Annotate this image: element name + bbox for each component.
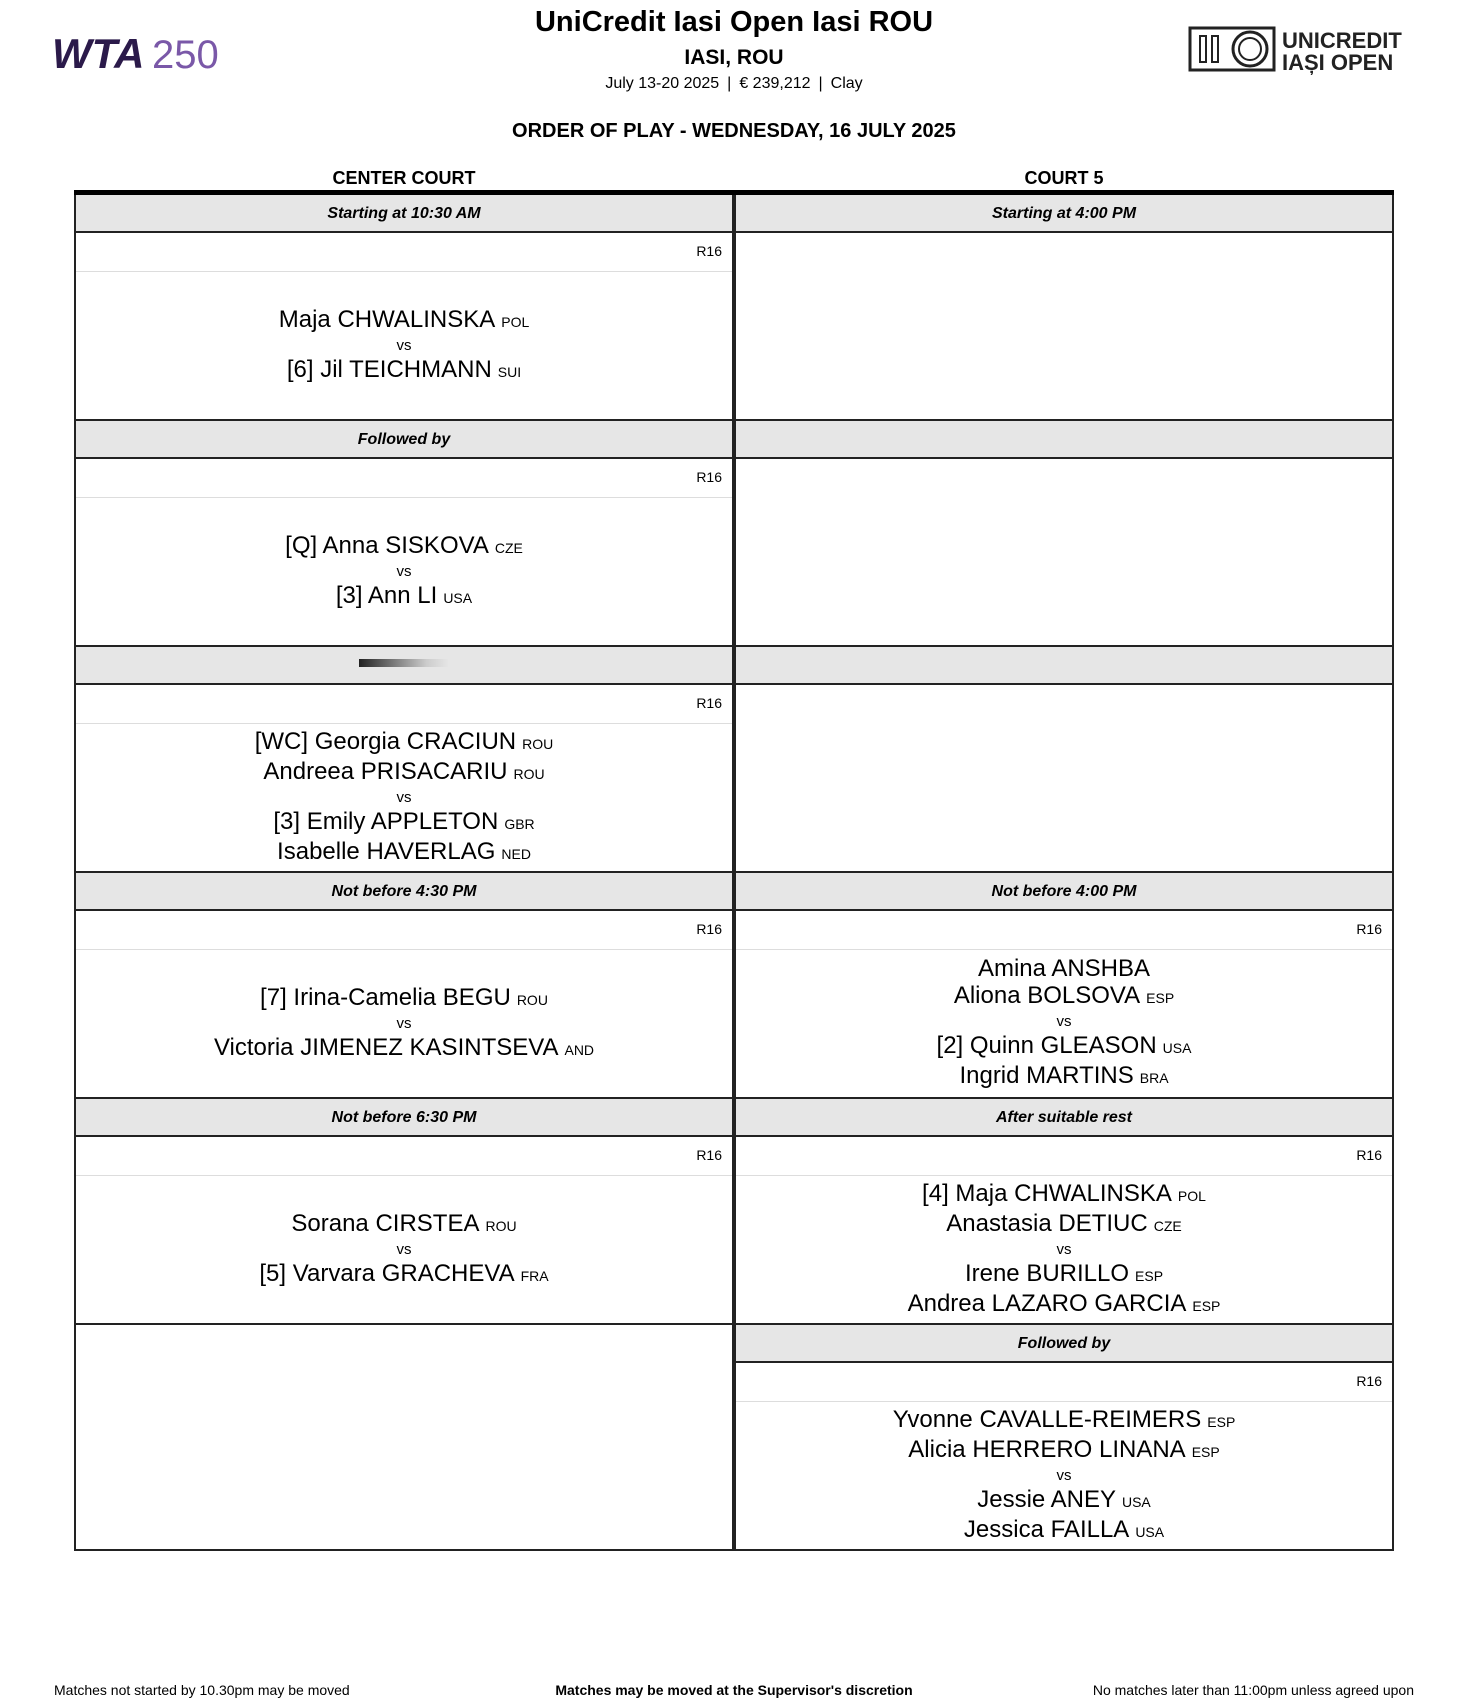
round-row: [736, 909, 1392, 950]
match-players: [76, 724, 732, 871]
order-of-play-heading: ORDER OF PLAY - WEDNESDAY, 16 JULY 2025: [512, 120, 956, 142]
match-slot: [734, 1325, 1394, 1551]
round-row: [76, 1135, 732, 1176]
player-last-name: GRACHEVA: [381, 1259, 515, 1287]
blurred-label-icon: [359, 647, 449, 685]
player-nationality: ESP: [1191, 1443, 1220, 1460]
player-last-name: CIRSTEA: [375, 1209, 480, 1237]
separator: |: [818, 75, 823, 92]
player-first-name: Ann: [367, 581, 411, 609]
player-first-name: Jil: [320, 355, 343, 383]
player-first-name: Amina: [977, 955, 1046, 982]
match-slot: [734, 1099, 1394, 1325]
slot-time-band: [76, 647, 732, 685]
player-last-name: MARTINS: [1026, 1062, 1134, 1089]
player-last-name: APPLETON: [370, 807, 499, 835]
player-name: [273, 808, 534, 838]
match-slot: [734, 873, 1394, 1099]
footer-note-left: Matches not started by 10.30pm may be moved: [54, 1682, 350, 1698]
player-name: [277, 838, 531, 868]
player-seed: [7]: [260, 983, 287, 1011]
player-name: [255, 728, 554, 758]
svg-text:250: 250: [152, 33, 219, 77]
player-first-name: Anastasia: [946, 1209, 1052, 1237]
player-first-name: Maja: [278, 305, 331, 333]
match-players: [76, 1176, 732, 1323]
player-name: [922, 1180, 1206, 1210]
player-last-name: JIMENEZ KASINTSEVA: [300, 1033, 559, 1061]
player-nationality: FRA: [520, 1267, 549, 1284]
player-name: [279, 306, 530, 336]
player-first-name: Victoria: [213, 1033, 294, 1061]
player-nationality: NED: [501, 845, 531, 862]
center-court-column: [74, 195, 734, 1673]
match-slot: [734, 195, 1394, 421]
player-nationality: USA: [1135, 1523, 1165, 1540]
match-slot: [74, 421, 734, 647]
player-seed: [2]: [936, 1032, 964, 1059]
player-last-name: ANSHBA: [1051, 955, 1151, 982]
player-last-name: BURILLO: [1026, 1259, 1130, 1287]
player-first-name: Aliona: [953, 982, 1021, 1009]
player-nationality: BRA: [1139, 1070, 1169, 1086]
vs-label: vs: [396, 788, 412, 806]
match-slot: [734, 647, 1394, 873]
player-first-name: Isabelle: [277, 837, 360, 865]
player-first-name: Jessica: [963, 1515, 1044, 1543]
match-slot: [74, 1099, 734, 1325]
player-nationality: SUI: [497, 363, 522, 380]
match-players: [736, 950, 1392, 1097]
unicredit-iasi-open-logo: [1188, 22, 1408, 78]
player-first-name: Yvonne: [892, 1405, 973, 1433]
vs-label: vs: [396, 336, 412, 354]
svg-text:IAȘI OPEN: IAȘI OPEN: [1282, 50, 1394, 75]
slot-time-band: Followed by: [736, 1325, 1392, 1363]
separator: |: [727, 75, 732, 92]
round-row: [736, 1361, 1392, 1402]
round-row: [76, 231, 732, 272]
match-players: [736, 1176, 1392, 1323]
slot-time-band: [736, 647, 1392, 685]
player-last-name: CAVALLE-REIMERS: [979, 1405, 1202, 1433]
match-slot: [734, 421, 1394, 647]
court-heading-center-court: CENTER COURT: [332, 168, 476, 188]
player-nationality: CZE: [494, 539, 523, 556]
player-name: [893, 1406, 1236, 1436]
round-label: R16: [1356, 1373, 1382, 1389]
player-name: [259, 1260, 548, 1290]
player-nationality: POL: [501, 313, 530, 330]
player-last-name: CHWALINSKA: [337, 305, 496, 333]
player-last-name: BEGU: [442, 983, 511, 1011]
court-5-column: [734, 195, 1394, 1673]
footer-note-right: No matches later than 11:00pm unless agreed upon: [1092, 1682, 1414, 1698]
player-first-name: Andreea: [263, 757, 355, 785]
player-first-name: Irina-Camelia: [293, 983, 437, 1011]
player-last-name: HAVERLAG: [366, 837, 496, 865]
round-label: R16: [1356, 1147, 1382, 1163]
player-last-name: PRISACARIU: [360, 757, 508, 785]
round-label: R16: [1356, 921, 1382, 937]
round-row: [76, 457, 732, 498]
empty-slot: [74, 1325, 734, 1551]
match-slot: [74, 195, 734, 421]
player-nationality: ROU: [513, 765, 545, 782]
player-first-name: Jessie: [977, 1485, 1046, 1513]
player-name: [908, 1290, 1221, 1320]
player-last-name: ANEY: [1050, 1485, 1116, 1513]
player-first-name: Andrea: [907, 1289, 985, 1317]
player-name: [260, 984, 548, 1014]
player-name: [263, 758, 544, 788]
player-last-name: CHWALINSKA: [1014, 1179, 1172, 1207]
player-last-name: LI: [417, 581, 438, 609]
player-last-name: FAILLA: [1050, 1515, 1130, 1543]
player-name: [965, 1260, 1163, 1290]
vs-label: vs: [1056, 1013, 1072, 1030]
player-seed: [4]: [922, 1179, 949, 1207]
svg-text:UNICREDIT: UNICREDIT: [1282, 28, 1402, 53]
player-name: [964, 1516, 1164, 1546]
player-nationality: GBR: [504, 815, 535, 832]
match-slot: [74, 647, 734, 873]
slot-time-band: [736, 421, 1392, 459]
player-seed: [3]: [335, 581, 363, 609]
slot-time-band: Followed by: [76, 421, 732, 459]
player-name: [937, 1032, 1192, 1062]
tournament-prize: € 239,212: [739, 75, 811, 92]
player-name: [908, 1436, 1219, 1466]
player-first-name: Varvara: [292, 1259, 376, 1287]
slot-time-band: Not before 4:30 PM: [76, 873, 732, 911]
player-name: [977, 1486, 1151, 1516]
player-last-name: CRACIUN: [406, 727, 517, 755]
player-last-name: TEICHMANN: [349, 355, 492, 383]
player-seed: [6]: [286, 355, 314, 383]
player-first-name: Alicia: [908, 1435, 966, 1463]
player-name: [285, 532, 523, 562]
player-first-name: Sorana: [291, 1209, 369, 1237]
footer-note-center: Matches may be moved at the Supervisor's discretion: [555, 1682, 913, 1698]
player-seed: [Q]: [285, 531, 318, 559]
player-last-name: DETIUC: [1058, 1209, 1148, 1237]
player-first-name: Anna: [322, 531, 379, 559]
player-nationality: ROU: [522, 735, 554, 752]
player-nationality: ESP: [1192, 1297, 1221, 1314]
round-row: [76, 909, 732, 950]
slot-time-band: After suitable rest: [736, 1099, 1392, 1137]
player-name: [291, 1210, 516, 1240]
player-last-name: BOLSOVA: [1027, 982, 1141, 1009]
round-row: [76, 683, 732, 724]
vs-label: vs: [396, 1240, 412, 1258]
player-seed: [WC]: [254, 727, 309, 755]
player-last-name: HERRERO LINANA: [972, 1435, 1186, 1463]
player-name: [946, 1210, 1181, 1240]
player-seed: [5]: [259, 1259, 287, 1287]
player-last-name: GLEASON: [1040, 1032, 1157, 1059]
tournament-dates: July 13-20 2025: [605, 75, 720, 92]
player-nationality: USA: [443, 589, 473, 606]
vs-label: vs: [1056, 1466, 1072, 1484]
round-label: R16: [696, 1147, 722, 1163]
player-name: [214, 1034, 594, 1064]
player-name: [287, 356, 521, 386]
slot-time-band: Not before 4:00 PM: [736, 873, 1392, 911]
player-nationality: ROU: [485, 1217, 517, 1234]
vs-label: vs: [396, 562, 412, 580]
player-nationality: CZE: [1153, 1217, 1182, 1234]
match-players: [736, 1402, 1392, 1549]
player-first-name: Irene: [964, 1259, 1020, 1287]
player-last-name: SISKOVA: [385, 531, 489, 559]
round-row: [736, 1135, 1392, 1176]
player-nationality: ROU: [516, 991, 548, 1008]
player-first-name: Maja: [955, 1179, 1008, 1207]
vs-label: vs: [396, 1014, 412, 1032]
player-first-name: Emily: [306, 807, 366, 835]
round-label: R16: [696, 921, 722, 937]
player-nationality: ESP: [1135, 1267, 1164, 1284]
player-last-name: LAZARO GARCIA: [991, 1289, 1187, 1317]
court-heading-court-5: COURT 5: [1024, 168, 1104, 188]
slot-time-band: Not before 6:30 PM: [76, 1099, 732, 1137]
match-slot: [74, 873, 734, 1099]
svg-text:WTA: WTA: [52, 30, 145, 77]
player-nationality: ESP: [1207, 1413, 1236, 1430]
round-label: R16: [696, 469, 722, 485]
match-players: [76, 498, 732, 645]
player-name: [954, 982, 1174, 1012]
tournament-location: IASI, ROU: [684, 46, 784, 69]
player-seed: [3]: [273, 807, 301, 835]
player-name: [336, 582, 472, 612]
player-first-name: Georgia: [314, 727, 401, 755]
slot-time-band: Starting at 4:00 PM: [736, 195, 1392, 233]
player-first-name: Quinn: [969, 1032, 1034, 1059]
player-name: [978, 955, 1150, 982]
round-label: R16: [696, 695, 722, 711]
player-nationality: USA: [1121, 1493, 1151, 1510]
match-players: [76, 272, 732, 419]
player-nationality: AND: [564, 1041, 595, 1058]
player-name: [959, 1062, 1168, 1092]
player-nationality: USA: [1162, 1040, 1192, 1056]
tournament-surface: Clay: [830, 75, 863, 92]
tournament-title: UniCredit Iasi Open Iasi ROU: [534, 6, 934, 38]
player-nationality: POL: [1177, 1187, 1206, 1204]
round-label: R16: [696, 243, 722, 259]
match-players: [76, 950, 732, 1097]
player-first-name: Ingrid: [959, 1062, 1020, 1089]
player-nationality: ESP: [1146, 990, 1175, 1006]
vs-label: vs: [1056, 1240, 1072, 1258]
slot-time-band: Starting at 10:30 AM: [76, 195, 732, 233]
